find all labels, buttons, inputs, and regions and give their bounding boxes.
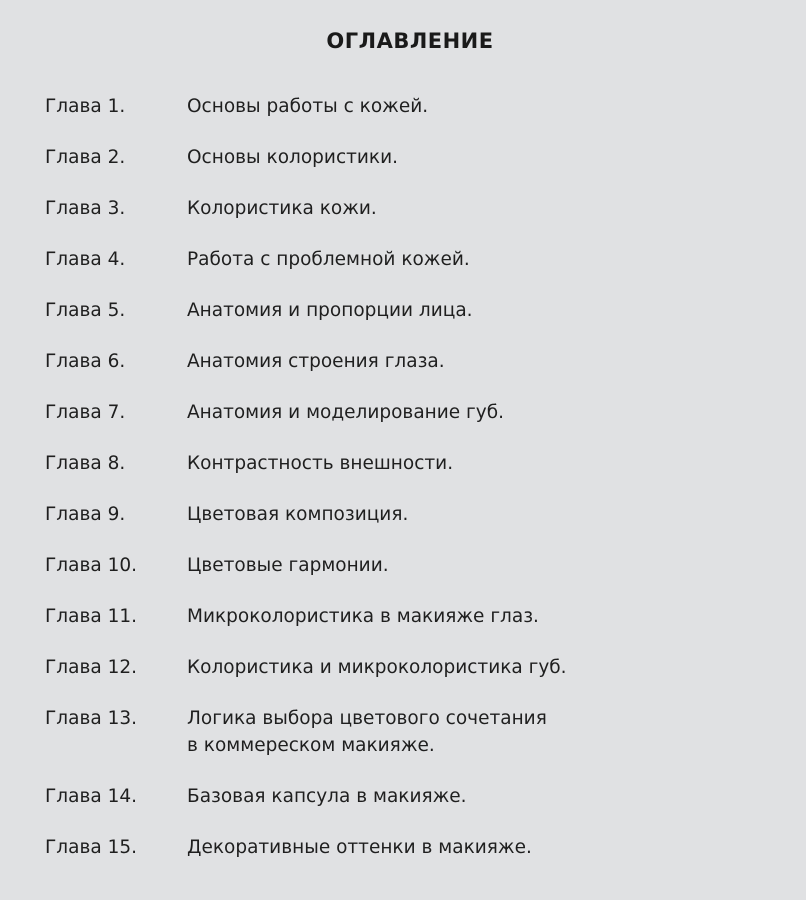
chapter-title-line: Анатомия и моделирование губ. bbox=[187, 402, 505, 423]
chapter-number: Глава 7. bbox=[45, 402, 126, 423]
chapter-number: Глава 8. bbox=[45, 453, 126, 474]
chapter-title-line: в коммереском макияже. bbox=[187, 735, 435, 756]
chapter-title-line: Цветовые гармонии. bbox=[187, 555, 389, 576]
chapter-number: Глава 1. bbox=[45, 96, 126, 117]
toc-row-chapter-7 bbox=[45, 399, 786, 450]
table-of-contents bbox=[45, 93, 786, 885]
chapter-title bbox=[187, 195, 747, 222]
chapter-number: Глава 2. bbox=[45, 147, 126, 168]
chapter-number: Глава 6. bbox=[45, 351, 126, 372]
chapter-number: Глава 15. bbox=[45, 837, 137, 858]
chapter-number: Глава 14. bbox=[45, 786, 137, 807]
chapter-title bbox=[187, 348, 747, 375]
toc-row-chapter-6 bbox=[45, 348, 786, 399]
chapter-title-line: Декоративные оттенки в макияже. bbox=[187, 837, 532, 858]
chapter-number: Глава 12. bbox=[45, 657, 137, 678]
chapter-title-line: Базовая капсула в макияже. bbox=[187, 786, 467, 807]
chapter-title-line: Логика выбора цветового сочетания bbox=[187, 708, 547, 729]
chapter-title-line: Микроколористика в макияже глаз. bbox=[187, 606, 539, 627]
chapter-title bbox=[187, 654, 747, 681]
toc-row-chapter-3 bbox=[45, 195, 786, 246]
toc-row-chapter-10 bbox=[45, 552, 786, 603]
chapter-title-line: Работа с проблемной кожей. bbox=[187, 249, 470, 270]
toc-row-chapter-11 bbox=[45, 603, 786, 654]
chapter-number: Глава 13. bbox=[45, 708, 137, 729]
toc-row-chapter-2 bbox=[45, 144, 786, 195]
chapter-title bbox=[187, 246, 747, 273]
toc-row-chapter-12 bbox=[45, 654, 786, 705]
chapter-title bbox=[187, 705, 747, 759]
chapter-title bbox=[187, 834, 747, 861]
toc-row-chapter-15 bbox=[45, 834, 786, 885]
chapter-title-line: Анатомия и пропорции лица. bbox=[187, 300, 473, 321]
chapter-title bbox=[187, 144, 747, 171]
toc-row-chapter-5 bbox=[45, 297, 786, 348]
chapter-title-line: Цветовая композиция. bbox=[187, 504, 409, 525]
chapter-title-line: Основы колористики. bbox=[187, 147, 398, 168]
chapter-number: Глава 5. bbox=[45, 300, 126, 321]
chapter-title-line: Анатомия строения глаза. bbox=[187, 351, 445, 372]
chapter-title bbox=[187, 603, 747, 630]
chapter-title-line: Основы работы с кожей. bbox=[187, 96, 429, 117]
chapter-title bbox=[187, 783, 747, 810]
chapter-title bbox=[187, 501, 747, 528]
chapter-title bbox=[187, 552, 747, 579]
toc-row-chapter-1 bbox=[45, 93, 786, 144]
chapter-number: Глава 9. bbox=[45, 504, 126, 525]
chapter-title-line: Колористика и микроколористика губ. bbox=[187, 657, 567, 678]
page-title: ОГЛАВЛЕНИЕ bbox=[326, 29, 494, 53]
chapter-number: Глава 10. bbox=[45, 555, 137, 576]
chapter-title bbox=[187, 93, 747, 120]
toc-row-chapter-13 bbox=[45, 705, 786, 783]
toc-row-chapter-9 bbox=[45, 501, 786, 552]
chapter-title bbox=[187, 297, 747, 324]
chapter-number: Глава 11. bbox=[45, 606, 137, 627]
toc-row-chapter-14 bbox=[45, 783, 786, 834]
toc-row-chapter-4 bbox=[45, 246, 786, 297]
chapter-number: Глава 4. bbox=[45, 249, 126, 270]
chapter-title bbox=[187, 399, 747, 426]
toc-row-chapter-8 bbox=[45, 450, 786, 501]
chapter-title-line: Контрастность внешности. bbox=[187, 453, 454, 474]
chapter-title-line: Колористика кожи. bbox=[187, 198, 377, 219]
chapter-title bbox=[187, 450, 747, 477]
chapter-number: Глава 3. bbox=[45, 198, 126, 219]
